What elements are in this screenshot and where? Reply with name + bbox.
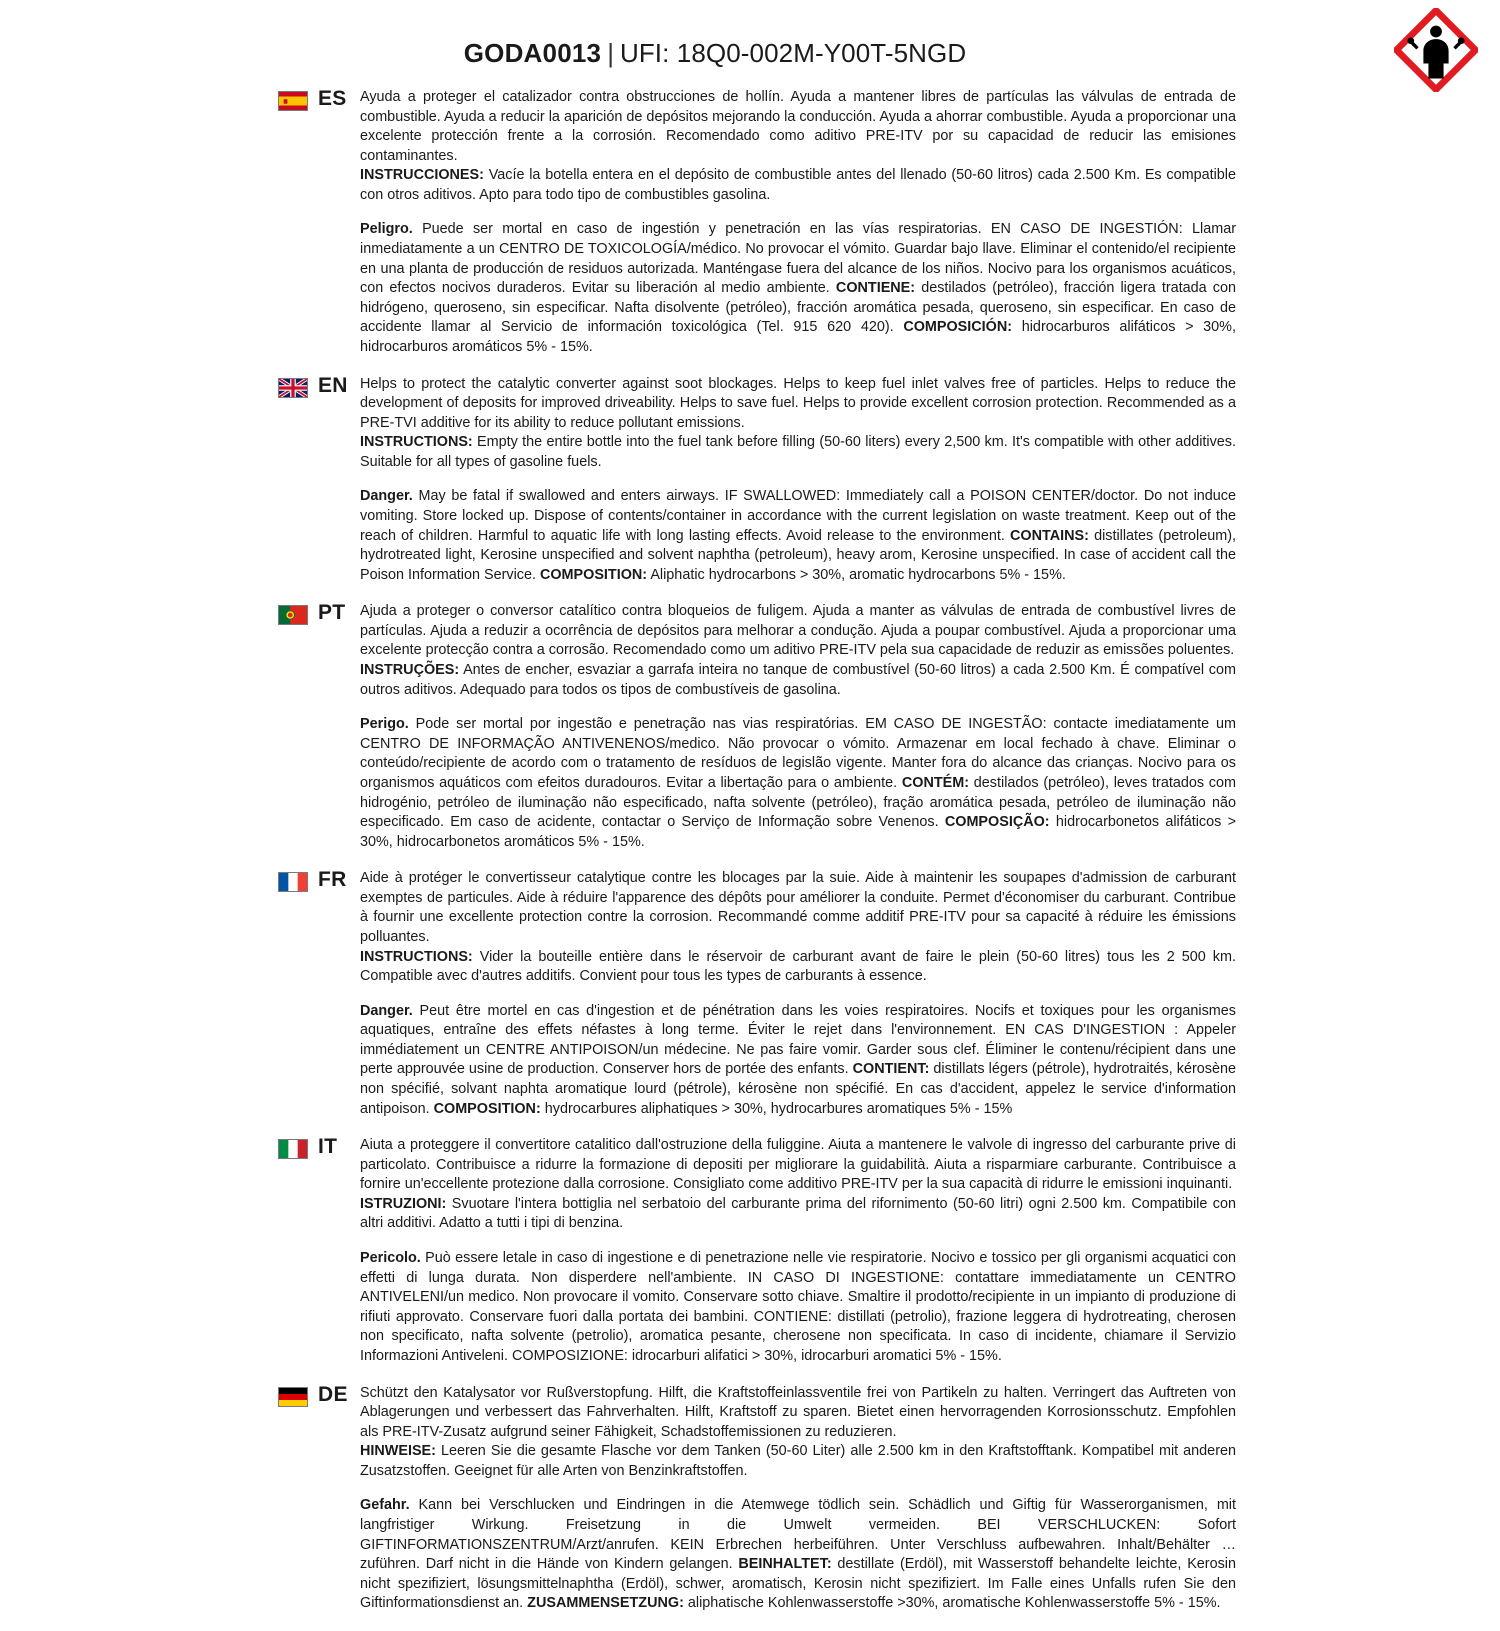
flag-italy-icon <box>278 1139 308 1159</box>
composition-text-de: aliphatische Kohlenwasserstoffe >30%, aromatische Kohlenwasserstoffe 5% - 15%. <box>683 1595 1221 1612</box>
hazard-label-fr: Danger. <box>360 1002 413 1019</box>
description-es <box>360 88 1236 205</box>
instructions-text-it: Svuotare l'intera bottiglia nel serbatoio del carburante prima del rifornimento (50-60 litri) ogni 2.500 km. Compatibile con altri additivi. Adatto a tutti i tipi di benzina. <box>360 1195 1236 1232</box>
composition-label-es: COMPOSICIÓN: <box>903 319 1013 336</box>
language-block-es <box>278 88 1236 358</box>
hazard-label-de: Gefahr. <box>360 1497 410 1514</box>
composition-label-pt: COMPOSIÇÃO: <box>944 814 1050 831</box>
composition-text-fr: hydrocarbures aliphatiques > 30%, hydrocarbures aromatiques 5% - 15% <box>540 1100 1013 1117</box>
flag-germany-icon <box>278 1387 308 1407</box>
ghs-health-hazard-icon <box>1394 8 1478 92</box>
hazard-pt <box>360 715 1236 852</box>
composition-label-en: COMPOSITION: <box>539 566 648 583</box>
hazard-text-es: Puede ser mortal en caso de ingestión y penetración en las vías respiratorias. EN CASO DE INGESTIÓN: Llamar inmediatamente a un CENTRO DE TOXICOLOGÍA/médico. No provocar el vómito. Guardar bajo llave. Eliminar el contenido/el recipiente en una planta de producción de residuos autorizada. Manténgase fuera del alcance de los niños. Nocivo para los organismos acuáticos, con efectos nocivos duraderos. Evitar su liberación al medio ambiente. <box>360 221 1236 297</box>
description-pt <box>360 602 1236 700</box>
hazard-text-it: Può essere letale in caso di ingestione e di penetrazione nelle vie respiratorie. Nocivo e tossico per gli organismi acquatici con effetti di lunga durata. Non disperdere nell'ambiente. IN CASO DI INGESTIONE: contattare immediatamente un CENTRO ANTIVELENI/un medico. Non provocare il vomito. Conservare sotto chiave. Smaltire il prodotto/recipiente in un impianto di produzione di rifiuti approvato. Conservare fuori dalla portata dei bambini. CONTIENE: distillati (petrolio), frazione leggera di hydrotreating, cherosen non specificato, nafta solvente (petrolio), aromatica pesante, cherosene non specificata. In caso di incidente, chiamare il Servizio Informazioni Antiveleni. COMPOSIZIONE: idrocarburi alifatici > 30%, idrocarburi aromatici 5% - 15%. <box>360 1250 1236 1364</box>
hazard-label-es: Peligro. <box>360 221 413 238</box>
instructions-text-pt: Antes de encher, esvaziar a garrafa inteira no tanque de combustível (50-60 litros) a cada 2.500 Km. É compatível com outros aditivos. Adequado para todos os tipos de combustíveis de gasolina. <box>360 662 1236 698</box>
hazard-it <box>360 1249 1236 1366</box>
language-sections <box>278 88 1236 1631</box>
flag-portugal-icon <box>278 605 308 625</box>
description-text-it: Aiuta a proteggere il convertitore catalitico dall'ostruzione della fuliggine. Aiuta a mantenere le valvole di ingresso del carburante prive di particolato. Contribuisce a ridurre la formazione di depositi per migliorare la guidabilità. Aiuta a risparmiare carburante. Contribuisce a fornire un'eccellente protezione dalla corrosione. Consigliato come additivo PRE-ITV per la sua capacità di ridurre le emissioni inquinanti. <box>360 1137 1236 1193</box>
instructions-label-es: INSTRUCCIONES: <box>360 167 484 184</box>
instructions-label-de: HINWEISE: <box>360 1443 436 1460</box>
composition-text-es: hidrocarburos alifáticos > 30%, hidrocarburos aromáticos 5% - 15%. <box>360 319 1236 355</box>
flag-uk-icon <box>278 378 308 398</box>
instructions-label-en: INSTRUCTIONS: <box>360 434 473 451</box>
language-block-fr <box>278 869 1236 1119</box>
composition-label-de: ZUSAMMENSETZUNG: <box>527 1595 684 1612</box>
contains-label-pt: CONTÉM: <box>901 774 970 791</box>
language-code-pt: PT <box>318 601 346 625</box>
flag-france-icon <box>278 872 308 892</box>
language-badge-fr <box>278 868 352 897</box>
description-text-de: Schützt den Katalysator vor Rußverstopfung. Hilft, die Kraftstoffeinlassventile frei von Partikeln zu halten. Verringert das Auftreten von Ablagerungen und verbessert das Fahrverhalten. Hilft, Kraftstoff zu sparen. Bietet einen hervorragenden Korrosionsschutz. Empfohlen als PRE-ITV-Zusatz aufgrund seiner Fähigkeit, Schadstoffemissionen zu reduzieren. <box>360 1384 1236 1440</box>
instructions-text-de: Leeren Sie die gesamte Flasche vor dem Tanken (50-60 Liter) alle 2.500 km in den Kraftstofftank. Kompatibel mit anderen Zusatzstoffen. Geeignet für alle Arten von Benzinkraftstoffen. <box>360 1443 1236 1479</box>
instructions-text-fr: Vider la bouteille entière dans le réservoir de carburant avant de faire le plein (50-60 litres) tous les 2 500 km. Compatible avec d'autres additifs. Convient pour tous les types de carburants à essence. <box>360 948 1236 985</box>
hazard-en <box>360 487 1236 585</box>
ufi-code: UFI: 18Q0-002M-Y00T-5NGD <box>619 38 967 68</box>
language-badge-it <box>278 1135 352 1164</box>
instructions-text-es: Vacíe la botella entera en el depósito de combustible antes del llenado (50-60 litros) cada 2.500 Km. Es compatible con otros aditivos. Apto para todo tipo de combustibles gasolina. <box>360 167 1236 203</box>
instructions-label-fr: INSTRUCTIONS: <box>360 948 473 965</box>
hazard-fr <box>360 1002 1236 1119</box>
document-header <box>0 30 1500 90</box>
flag-spain-icon <box>278 91 308 111</box>
hazard-de <box>360 1496 1236 1613</box>
language-code-es: ES <box>318 87 347 110</box>
instructions-text-en: Empty the entire bottle into the fuel tank before filling (50-60 liters) every 2,500 km. It's compatible with other additives. Suitable for all types of gasoline fuels. <box>360 434 1236 470</box>
contains-label-es: CONTIENE: <box>835 280 916 297</box>
contains-text-en: distillates (petroleum), hydrotreated light, Kerosine unspecified and solvent naphtha (petroleum), heavy arom, Kerosine unspecified. In case of accident call the Poison Information Service. <box>360 527 1236 583</box>
language-code-fr: FR <box>318 868 347 892</box>
description-text-es: Ayuda a proteger el catalizador contra obstrucciones de hollín. Ayuda a mantener libres de partículas las válvulas de entrada de combustible. Ayuda a reducir la aparición de depósitos mejorando la conducción. Ayuda a ahorrar combustible. Ayuda a proporcionar una excelente protección frente a la corrosión. Recomendado como aditivo PRE-ITV por su capacidad de reducir las emisiones contaminantes. <box>360 89 1236 164</box>
hazard-text-fr: Peut être mortel en cas d'ingestion et de pénétration dans les voies respiratoires. Nocifs et toxiques pour les organismes aquatiques, entraîne des effets néfastes à long terme. Éviter le rejet dans l'environnement. EN CAS D'INGESTION : Appeler immédiatement un CENTRE ANTIPOISON/un médecine. Ne pas faire vomir. Garder sous clef. Éliminer le contenu/récipient dans une perte approuvée usine de production. Conserver hors de portée des enfants. <box>360 1002 1236 1078</box>
composition-label-fr: COMPOSITION: <box>433 1100 541 1117</box>
hazard-text-en: May be fatal if swallowed and enters airways. IF SWALLOWED: Immediately call a POISON CENTER/doctor. Do not induce vomiting. Store locked up. Dispose of contents/container in accordance with the current legislation on waste treatment. Keep out of the reach of children. Harmful to aquatic life with long lasting effects. Avoid release to the environment. <box>360 488 1236 544</box>
contains-label-fr: CONTIENT: <box>852 1061 930 1078</box>
language-badge-en <box>278 373 352 403</box>
instructions-label-pt: INSTRUÇÕES: <box>360 662 460 679</box>
hazard-label-pt: Perigo. <box>360 716 409 733</box>
contains-text-de: destillate (Erdöl), mit Wasserstoff behandelte leichte, Kerosin nicht spezifiziert, lösungsmittelnaphtha (Erdöl), schwer, aromatisch, Kerosin nicht spezifiziert. Im Falle eines Unfalls rufen Sie den Giftinformationsdienst an. <box>360 1556 1236 1612</box>
contains-text-fr: distillats légers (pétrole), hydrotraités, kérosène non spécifié, solvant naphta aromatique lourd (pétrole), kérosène non spécifié. En cas d'accident, appelez le service d'information antipoison. <box>360 1061 1236 1117</box>
hazard-label-it: Pericolo. <box>360 1250 421 1267</box>
hazard-text-pt: Pode ser mortal por ingestão e penetração nas vias respiratórias. EM CASO DE INGESTÃO: contacte imediatamente um CENTRO DE INFORMAÇÃO ANTIVENENOS/medico. Não provocar o vómito. Armazenar em local fechado à chave. Eliminar o conteúdo/recipiente de acordo com o tratamento de resíduos de legislão vigente. Manter fora do alcance das crianças. Nocivo para os organismos aquáticos com efeitos duradouros. Evitar a libertação para o ambiente. <box>360 716 1236 791</box>
language-block-it <box>278 1136 1236 1366</box>
title-separator: | <box>607 38 614 68</box>
composition-text-en: Aliphatic hydrocarbons > 30%, aromatic hydrocarbons 5% - 15%. <box>647 566 1066 583</box>
hazard-text-de: Kann bei Verschlucken und Eindringen in die Atemwege tödlich sein. Schädlich und Giftig für Wasserorganismen, mit langfristiger Wirkung. Freisetzung in die Umwelt vermeiden. BEI VERSCHLUCKEN: Sofort GIFTINFORMATIONSZENTRUM/Arzt/anrufen. KEIN Erbrechen herbeiführen. Unter Verschluss aufbewahren. Inhalt/Behälter … zuführen. Darf nicht in die Hände von Kindern gelangen. <box>360 1497 1236 1573</box>
description-de <box>360 1384 1236 1482</box>
language-badge-de <box>278 1382 352 1412</box>
contains-label-en: CONTAINS: <box>1010 527 1089 544</box>
contains-label-de: BEINHALTET: <box>738 1556 832 1573</box>
composition-text-pt: hidrocarbonetos alifáticos > 30%, hidrocarbonetos aromáticos 5% - 15%. <box>360 814 1237 850</box>
language-block-en <box>278 375 1236 586</box>
description-it <box>360 1136 1236 1234</box>
hazard-es <box>360 220 1236 357</box>
language-code-de: DE <box>318 1382 348 1406</box>
product-code: GODA0013 <box>463 38 602 68</box>
contains-text-pt: destilados (petróleo), leves tratados com hidrogénio, petróleo de iluminação não especificado, nafta solvente (petróleo), fração aromática pesada, petróleo de iluminação não especificado. Em caso de acidente, contactar o Serviço de Informação sobre Venenos. <box>360 774 1236 831</box>
instructions-label-it: ISTRUZIONI: <box>360 1195 447 1212</box>
language-block-pt <box>278 602 1236 852</box>
language-badge-pt <box>278 601 352 630</box>
description-text-en: Helps to protect the catalytic converter against soot blockages. Helps to keep fuel inlet valves free of particles. Helps to reduce the development of deposits for improved driveability. Helps to save fuel. Helps to provide excellent corrosion protection. Recommended as a PRE-TVI additive for its ability to reduce pollutant emissions. <box>360 375 1236 431</box>
language-code-it: IT <box>318 1135 338 1159</box>
description-fr <box>360 869 1236 986</box>
language-badge-es <box>278 87 352 116</box>
contains-text-es: destilados (petróleo), fracción ligera tratada con hidrógeno, queroseno, sin especificar. Nafta disolvente (petróleo), fracción aromática pesada, queroseno, sin especificar. En caso de accidente llamar al Servicio de información toxicológica (Tel. 915 620 420). <box>360 280 1236 336</box>
hazard-label-en: Danger. <box>360 488 413 505</box>
description-text-pt: Ajuda a proteger o conversor catalítico contra bloqueios de fuligem. Ajuda a manter as válvulas de entrada de combustível livres de partículas. Ajuda a reduzir a ocorrência de depósitos para melhorar a condução. Ajuda a poupar combustível. Ajuda a proporcionar uma excelente protecção contra a corrosão. Recomendado como um aditivo PRE-ITV pela sua capacidade de reduzir as emissões poluentes. <box>360 603 1236 659</box>
language-code-en: EN <box>318 373 348 397</box>
language-block-de <box>278 1384 1236 1614</box>
page-title <box>0 38 1430 69</box>
description-text-fr: Aide à protéger le convertisseur catalytique contre les blocages par la suie. Aide à maintenir les soupapes d'admission de carburant exemptes de particules. Aide à réduire l'apparence des dépôts pour améliorer la conduite. Permet d'économiser du carburant. Contribue à fournir une excellente protection contre la corrosion. Recommandé comme additif PRE-ITV pour sa capacité à réduire les émissions polluantes. <box>360 870 1236 945</box>
description-en <box>360 375 1236 473</box>
